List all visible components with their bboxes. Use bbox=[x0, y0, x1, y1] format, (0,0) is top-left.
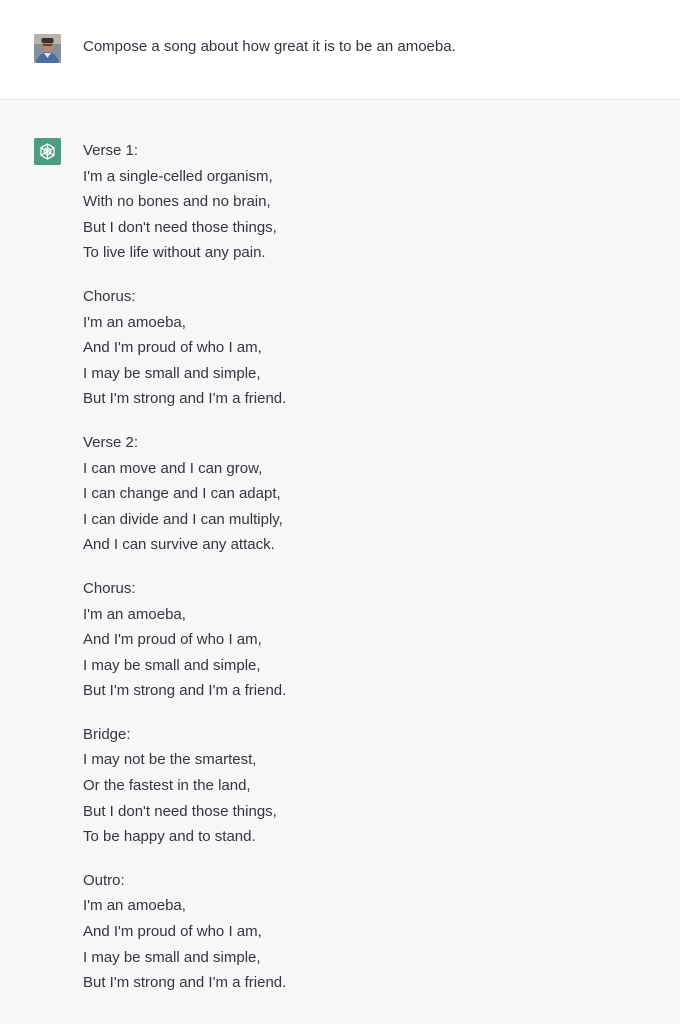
openai-logo-icon bbox=[38, 142, 57, 161]
song-stanza bbox=[83, 868, 286, 996]
assistant-avatar bbox=[34, 138, 61, 165]
assistant-message-row bbox=[0, 100, 680, 1024]
song-line: But I don't need those things, bbox=[83, 802, 277, 820]
song-line: I'm a single-celled organism, bbox=[83, 167, 273, 185]
song-line: Or the fastest in the land, bbox=[83, 777, 251, 795]
song-stanza bbox=[83, 576, 286, 704]
stanza-heading: Chorus: bbox=[83, 287, 136, 305]
song-line: And I'm proud of who I am, bbox=[83, 339, 262, 357]
song-stanza bbox=[83, 138, 286, 266]
song-line: I'm an amoeba, bbox=[83, 605, 186, 623]
song-stanza bbox=[83, 284, 286, 412]
song-line: I may be small and simple, bbox=[83, 948, 261, 966]
song-line: But I don't need those things, bbox=[83, 218, 277, 236]
song-line: I may be small and simple, bbox=[83, 364, 261, 382]
stanza-heading: Verse 2: bbox=[83, 433, 139, 451]
song-line: I can divide and I can multiply, bbox=[83, 510, 283, 528]
song-stanza bbox=[83, 430, 286, 558]
user-message-row bbox=[0, 0, 680, 100]
stanza-heading: Verse 1: bbox=[83, 142, 139, 159]
song-line: And I'm proud of who I am, bbox=[83, 631, 262, 649]
song-line: And I'm proud of who I am, bbox=[83, 923, 262, 941]
song-line: But I'm strong and I'm a friend. bbox=[83, 390, 287, 408]
user-avatar bbox=[34, 34, 61, 63]
song-line: I can change and I can adapt, bbox=[83, 485, 281, 503]
song-line: To live life without any pain. bbox=[83, 244, 266, 262]
user-message-text: Compose a song about how great it is to be an amoeba. bbox=[83, 38, 456, 55]
song-line: I may not be the smartest, bbox=[83, 751, 257, 769]
song-line: And I can survive any attack. bbox=[83, 536, 275, 554]
stanza-heading: Bridge: bbox=[83, 725, 131, 743]
song-line: I'm an amoeba, bbox=[83, 313, 186, 331]
song-line: I can move and I can grow, bbox=[83, 459, 263, 477]
user-avatar-photo-icon bbox=[34, 34, 61, 63]
song-line: With no bones and no brain, bbox=[83, 193, 271, 211]
song-line: I may be small and simple, bbox=[83, 656, 261, 674]
song-line: To be happy and to stand. bbox=[83, 828, 256, 846]
song-line: I'm an amoeba, bbox=[83, 897, 186, 915]
assistant-message-text bbox=[83, 138, 286, 1014]
song-line: But I'm strong and I'm a friend. bbox=[83, 974, 287, 992]
song-stanza bbox=[83, 722, 286, 850]
stanza-heading: Chorus: bbox=[83, 579, 136, 597]
stanza-heading: Outro: bbox=[83, 871, 125, 889]
song-line: But I'm strong and I'm a friend. bbox=[83, 682, 287, 700]
